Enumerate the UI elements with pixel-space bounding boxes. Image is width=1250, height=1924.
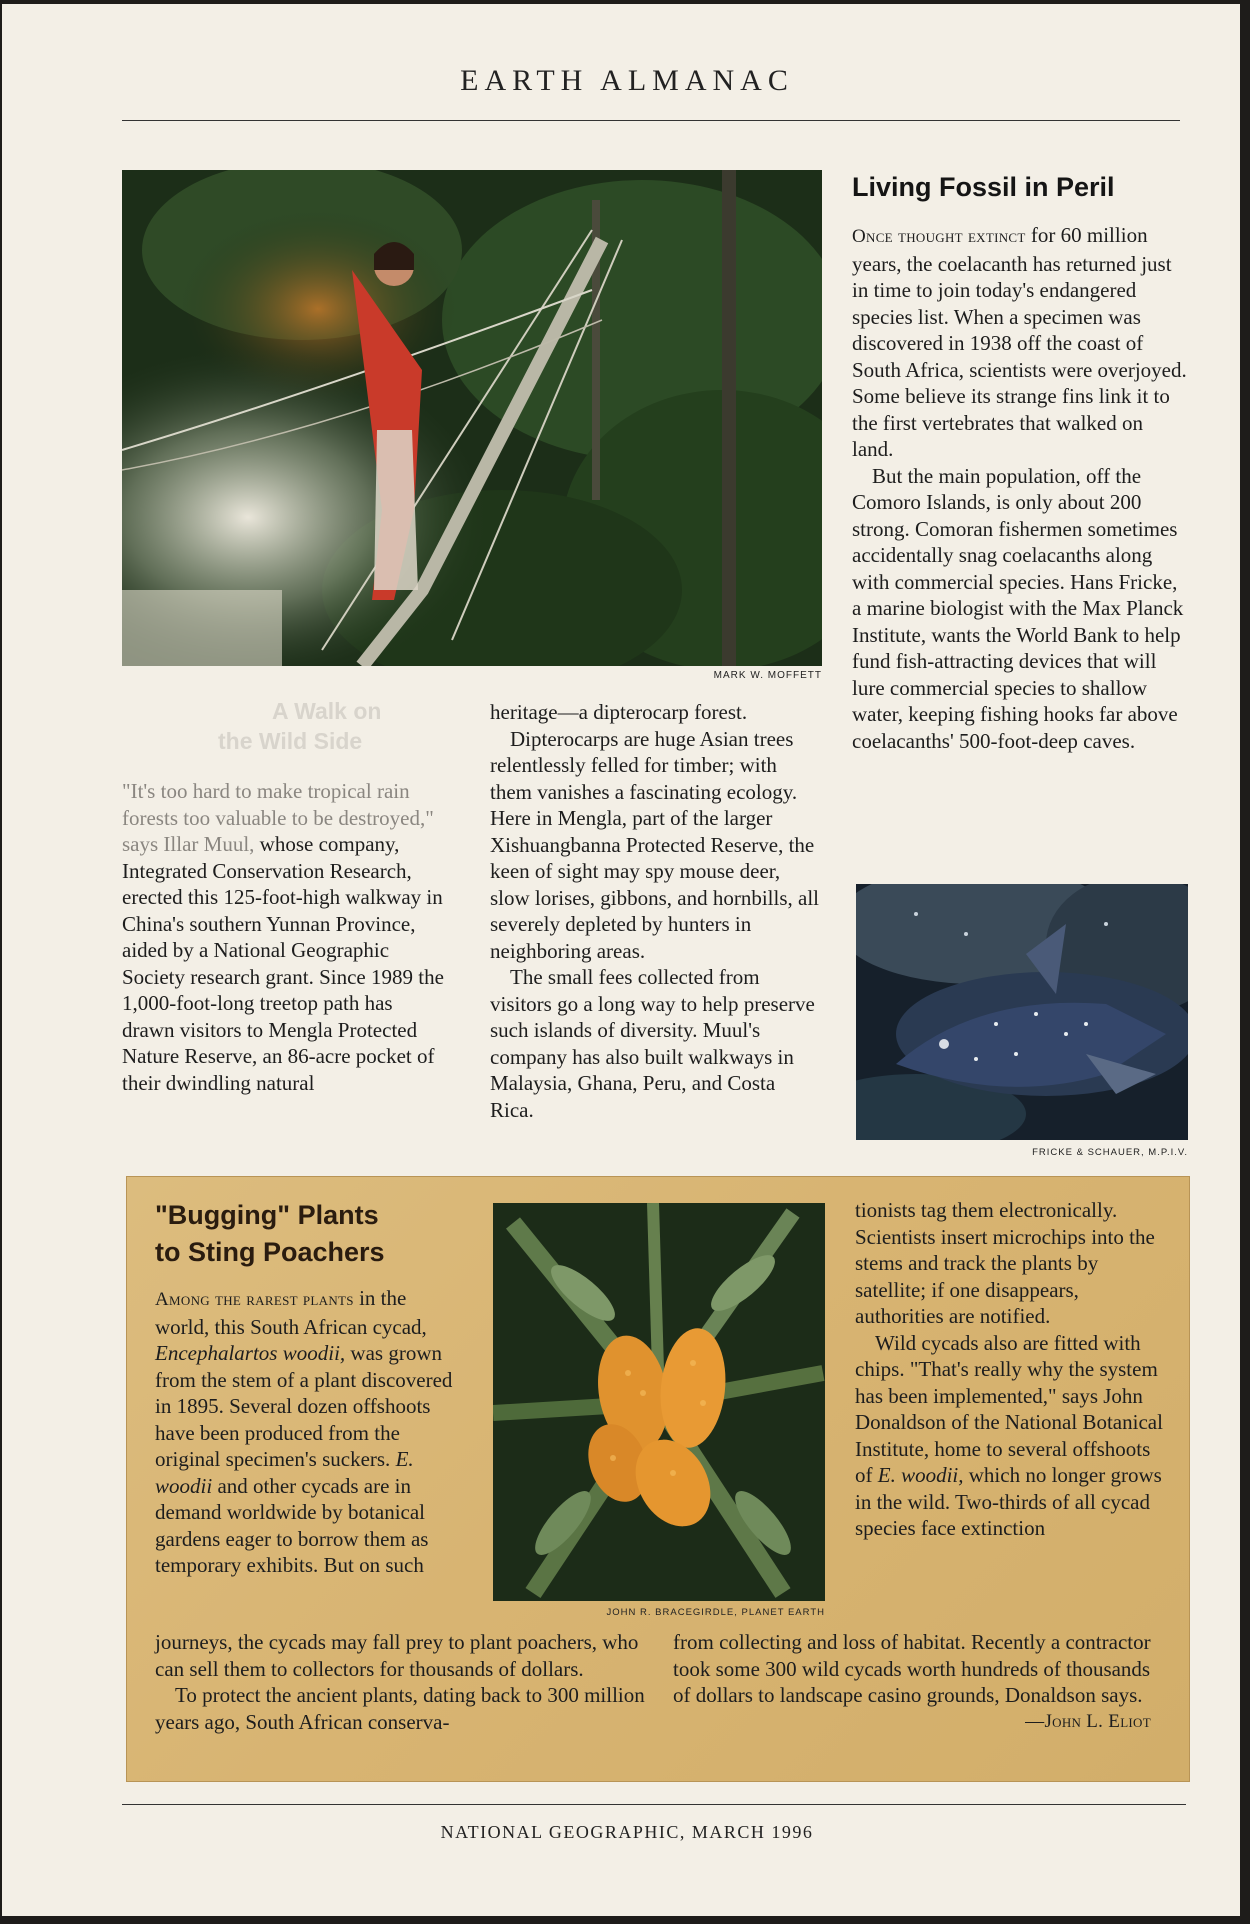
section-title: EARTH ALMANAC	[460, 64, 794, 97]
bugging-col3-p2b: which no longer grows in the wild. Two-thirds of all cycad species face extinction	[855, 1463, 1162, 1540]
bugging-plants-sidebar	[126, 1176, 1190, 1782]
bugging-col3-p1: tionists tag them electronically. Scientists insert microchips into the stems and track the plants by satellite; if one disappears, authorities are notified.	[855, 1198, 1155, 1328]
bugging-col1	[155, 1285, 455, 1579]
walk-col2-p1: heritage—a dipterocarp forest.	[490, 700, 748, 724]
bugging-col3-p2a: Wild cycads also are fitted with chips. "That's really why the system has been implemented," says John Donaldson of the National Botanical Institute, home to several offshoots of	[855, 1330, 1163, 1487]
walk-title-line2: the Wild Side	[218, 728, 363, 754]
walkway-photo	[122, 170, 822, 666]
bugging-lead-in: Among the rarest plants	[155, 1289, 354, 1310]
walk-col1-text: whose company, Integrated Conservation Research, erected this 125-foot-high walkway in China's southern Yunnan Province, aided by a National Geographic Society research grant. Since 1989 the 1,000-foot-long treetop path has drawn visitors to Mengla Protected Nature Reserve, an 86-acre pocket of their dwindling natural	[122, 832, 444, 1095]
bugging-wide-right	[673, 1629, 1163, 1735]
bugging-title-line1: "Bugging" Plants	[155, 1200, 379, 1230]
walk-article-col2	[490, 699, 820, 1123]
bugging-wide-left	[155, 1629, 655, 1735]
bugging-article-title	[155, 1197, 485, 1271]
bugging-p1-c: and other cycads are in demand worldwide by botanical gardens eager to borrow them as temporary exhibits. But on such	[155, 1473, 429, 1577]
bugging-col3-wide: from collecting and loss of habitat. Recently a contractor took some 300 wild cycads worth hundreds of thousands of dollars to landscape casino grounds, Donaldson says.	[673, 1630, 1151, 1707]
bugging-byline: —John L. Eliot	[1025, 1710, 1151, 1732]
bugging-p1-wide: journeys, the cycads may fall prey to plant poachers, who can sell them to collectors for thousands of dollars.	[155, 1630, 639, 1681]
bugging-title-line2: to Sting Poachers	[155, 1237, 385, 1267]
bugging-p2-wide: To protect the ancient plants, dating back to 300 million years ago, South African conserva-	[155, 1683, 645, 1734]
walkway-photo-credit: MARK W. MOFFETT	[713, 670, 822, 681]
header-rule	[122, 120, 1180, 121]
footer-rule	[122, 1804, 1186, 1805]
cycad-illustration	[493, 1203, 825, 1601]
walk-title-line1: A Walk on	[272, 698, 382, 724]
coelacanth-photo-credit: FRICKE & SCHAUER, M.P.I.V.	[1032, 1147, 1188, 1158]
bugging-col3	[855, 1197, 1165, 1542]
walk-col1-lead: "It's too hard to make tropical rain forests too valuable to be destroyed," says Illar Muul,	[122, 779, 434, 856]
bugging-sci-name-short: E. woodii	[155, 1447, 414, 1498]
page-footer: NATIONAL GEOGRAPHIC, MARCH 1996	[440, 1822, 814, 1842]
walk-article-col1	[122, 778, 444, 1096]
fossil-p1: for 60 million years, the coelacanth has returned just in time to join today's endangered species list. When a specimen was discovered in 1938 off the coast of South Africa, scientists were overjoyed. Some believe its strange fins link it to the first vertebrates that walked on land.	[852, 223, 1187, 461]
walk-article-title	[122, 696, 412, 756]
magazine-page	[2, 4, 1240, 1916]
fossil-article-title: Living Fossil in Peril	[852, 172, 1115, 202]
walk-col2-p3: The small fees collected from visitors go a long way to help preserve such islands of diversity. Muul's company has also built walkways in Malaysia, Ghana, Peru, and Costa Rica.	[490, 965, 815, 1122]
bugging-p1-b: was grown from the stem of a plant discovered in 1895. Several dozen offshoots have been produced from the original specimen's suckers.	[155, 1341, 453, 1471]
coelacanth-photo	[856, 884, 1188, 1140]
cycad-photo	[493, 1203, 825, 1601]
bugging-sci-name: Encephalartos woodii,	[155, 1341, 346, 1365]
fossil-p2: But the main population, off the Comoro Islands, is only about 200 strong. Comoran fishermen sometimes accidentally snag coelacanths along with commercial species. Hans Fricke, a marine biologist with the Max Planck Institute, wants the World Bank to help fund fish-attracting devices that will lure commercial species to shallow water, keeping fishing hooks far above coelacanths' 500-foot-deep caves.	[852, 463, 1184, 753]
bugging-col3-sci: E. woodii,	[877, 1463, 964, 1487]
walk-col2-p2: Dipterocarps are huge Asian trees relentlessly felled for timber; with them vanishes a fascinating ecology. Here in Mengla, part of the larger Xishuangbanna Protected Reserve, the keen of sight may spy mouse deer, slow lorises, gibbons, and hornbills, all severely depleted by hunters in neighboring areas.	[490, 726, 819, 963]
bugging-p1-a: in the world, this South African cycad,	[155, 1286, 427, 1339]
cycad-photo-credit: JOHN R. BRACEGIRDLE, PLANET EARTH	[606, 1607, 825, 1618]
coelacanth-illustration	[856, 884, 1188, 1140]
fossil-article-body	[852, 222, 1187, 754]
fossil-lead-in: Once thought extinct	[852, 226, 1026, 247]
walkway-illustration	[122, 170, 822, 666]
